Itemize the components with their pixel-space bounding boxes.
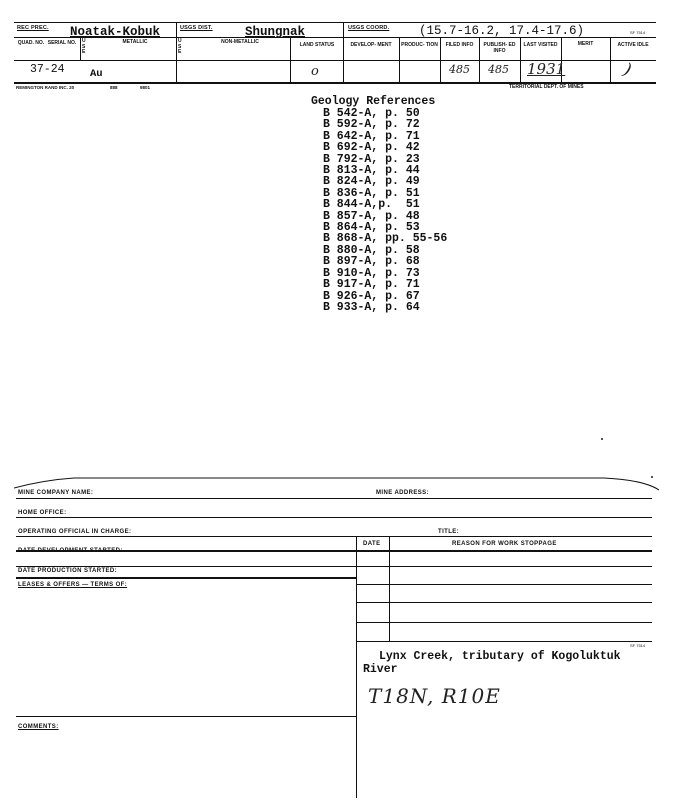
operating-official-label: OPERATING OFFICIAL IN CHARGE: bbox=[18, 529, 132, 535]
rule bbox=[520, 37, 521, 82]
territorial-dept: TERRITORIAL DEPT. OF MINES bbox=[509, 84, 584, 90]
rule bbox=[14, 22, 656, 23]
rule bbox=[389, 536, 390, 641]
rule bbox=[356, 602, 652, 603]
rule bbox=[16, 498, 652, 499]
reference-item: B 792-A, p. 23 bbox=[323, 152, 420, 166]
geology-references-list bbox=[323, 108, 447, 313]
comments-label: COMMENTS: bbox=[18, 724, 59, 730]
filed-info-value: 485 bbox=[449, 63, 470, 76]
reference-item: B 926-A, p. 67 bbox=[323, 289, 420, 303]
location-note: Lynx Creek, tributary of Kogoluktuk River bbox=[363, 650, 621, 676]
reference-item: B 836-A, p. 51 bbox=[323, 186, 420, 200]
printer-label: REMINGTON RAND INC. 20 bbox=[16, 85, 75, 90]
mine-address-label: MINE ADDRESS: bbox=[376, 490, 429, 496]
home-office-label: HOME OFFICE: bbox=[18, 510, 67, 516]
reference-item: B 880-A, p. 58 bbox=[323, 243, 420, 257]
rec-prec-value: Noatak-Kobuk bbox=[70, 25, 161, 39]
rule bbox=[356, 536, 357, 798]
reference-item: B 868-A, pp. 55-56 bbox=[323, 232, 448, 246]
reference-item: B 592-A, p. 72 bbox=[323, 118, 420, 132]
leases-offers-label: LEASES & OFFERS — TERMS OF: bbox=[18, 582, 128, 588]
rule bbox=[440, 37, 441, 82]
rule bbox=[610, 37, 611, 82]
rule bbox=[356, 622, 652, 623]
rule bbox=[479, 37, 480, 82]
reference-item: B 917-A, p. 71 bbox=[323, 278, 420, 292]
col-metallic: METALLIC bbox=[122, 39, 148, 45]
col-published-info: PUBLISH- ED INFO bbox=[483, 42, 516, 54]
col-use-right: U S E bbox=[178, 38, 182, 55]
rule bbox=[356, 584, 652, 585]
rule bbox=[356, 641, 652, 642]
rule bbox=[290, 37, 291, 82]
top-flourish bbox=[14, 476, 659, 494]
reference-item: B 864-A, p. 53 bbox=[323, 221, 420, 235]
usgs-coord-value: (15.7-16.2, 17.4-17.6) bbox=[419, 24, 585, 38]
usgs-coord-label: USGS COORD. bbox=[348, 25, 390, 31]
col-land-status: LAND STATUS bbox=[299, 42, 335, 48]
col-merit: MERIT bbox=[577, 41, 594, 47]
reference-item: B 897-A, p. 68 bbox=[323, 255, 420, 269]
quad-serial-value: 37-24 bbox=[30, 63, 65, 76]
col-filed-info: FILED INFO bbox=[445, 42, 474, 48]
reference-item: B 542-A, p. 50 bbox=[323, 107, 420, 120]
reference-item: B 910-A, p. 73 bbox=[323, 266, 420, 280]
col-non-metallic: NON-METALLIC bbox=[221, 39, 259, 45]
rule bbox=[80, 37, 81, 60]
geology-references-title: Geology References bbox=[311, 95, 436, 108]
printer-code-1: 888 bbox=[110, 85, 118, 90]
form-number-small: SF 7514 bbox=[630, 643, 646, 648]
rec-prec-label: REC PREC. bbox=[17, 25, 49, 31]
rule bbox=[399, 37, 400, 82]
col-development: DEVELOP- MENT bbox=[350, 42, 392, 48]
rule bbox=[176, 22, 177, 82]
rule bbox=[343, 22, 344, 82]
rule bbox=[16, 517, 652, 518]
col-quad-no: QUAD. NO. bbox=[17, 40, 45, 46]
reference-item: B 933-A, p. 64 bbox=[323, 300, 420, 314]
col-production: PRODUC- TION bbox=[401, 42, 438, 48]
printer-code-2: 9801 bbox=[140, 85, 151, 90]
published-info-value: 485 bbox=[488, 63, 509, 76]
rule bbox=[16, 577, 356, 579]
metallic-value: Au bbox=[90, 68, 103, 80]
speck bbox=[601, 438, 603, 440]
reason-stoppage-label: REASON FOR WORK STOPPAGE bbox=[452, 541, 557, 547]
col-serial-no: SERIAL NO. bbox=[47, 40, 77, 46]
col-use-left: U S E bbox=[82, 38, 86, 55]
reference-item: B 642-A, p. 71 bbox=[323, 129, 420, 143]
col-last-visited: LAST VISITED bbox=[523, 42, 558, 48]
rule bbox=[16, 536, 652, 537]
township-range: T18N, R10E bbox=[368, 684, 501, 708]
reference-item: B 692-A, p. 42 bbox=[323, 141, 420, 155]
reference-item: B 813-A, p. 44 bbox=[323, 164, 420, 178]
usgs-dist-value: Shungnak bbox=[245, 25, 306, 39]
reference-item: B 844-A,p. 51 bbox=[323, 198, 420, 212]
usgs-dist-label: USGS DIST. bbox=[180, 25, 213, 31]
title-label: TITLE: bbox=[438, 529, 460, 535]
date-production-started-label: DATE PRODUCTION STARTED: bbox=[18, 568, 118, 574]
rule bbox=[16, 566, 652, 567]
col-active-idle: ACTIVE IDLE bbox=[617, 42, 649, 48]
reference-item: B 857-A, p. 48 bbox=[323, 209, 420, 223]
active-idle-value: ) bbox=[620, 59, 634, 81]
last-visited-value: 1931 bbox=[527, 60, 566, 78]
mine-company-name-label: MINE COMPANY NAME: bbox=[18, 490, 94, 496]
date-column-label: DATE bbox=[363, 541, 381, 547]
date-development-started-label: DATE DEVELOPMENT STARTED: bbox=[18, 548, 123, 554]
reference-item: B 824-A, p. 49 bbox=[323, 175, 420, 189]
form-number: SF 7514 bbox=[630, 30, 646, 35]
rule bbox=[16, 716, 356, 717]
land-status-value: o bbox=[311, 64, 319, 79]
